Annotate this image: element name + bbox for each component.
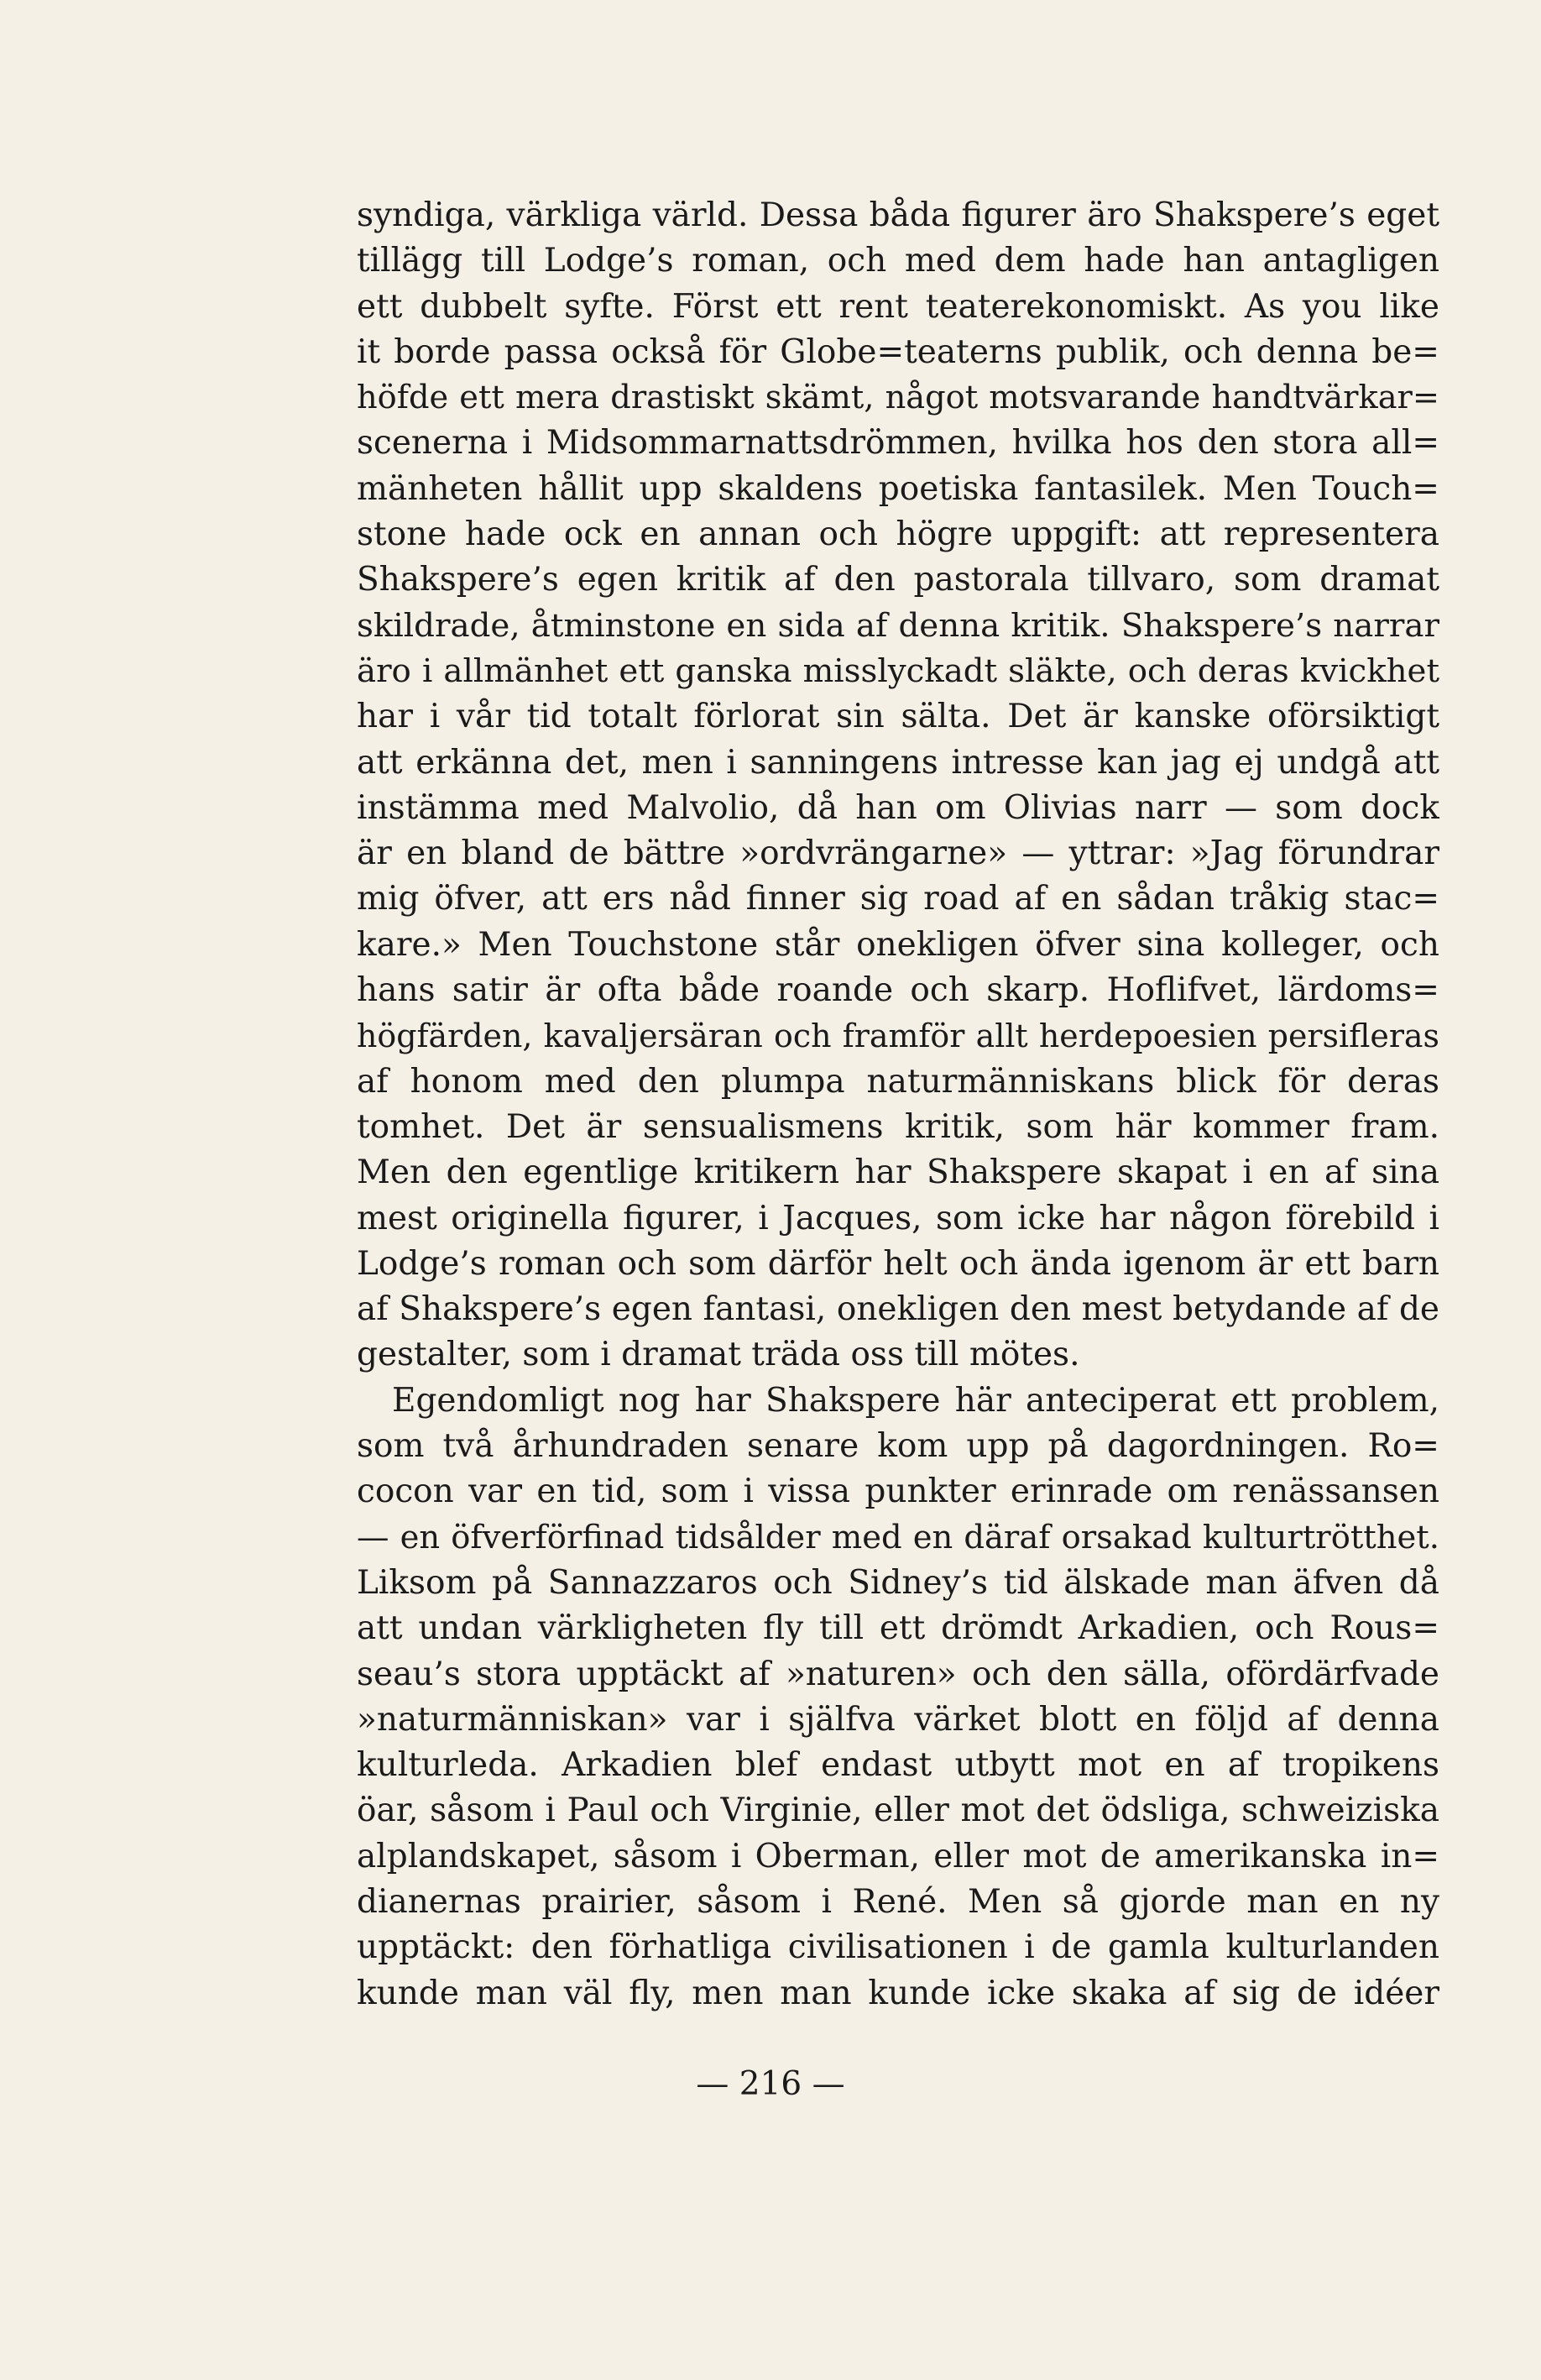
text-line: mänheten hållit upp skaldens poetiska fantasilek. Men Touch= (357, 469, 1439, 508)
paragraph-2 (357, 1378, 1439, 2016)
text-line: att undan värkligheten fly till ett drömdt Arkadien, och Rous= (357, 1609, 1439, 1648)
text-line: af honom med den plumpa naturmänniskans blick för deras (357, 1062, 1439, 1101)
text-line: har i vår tid totalt förlorat sin sälta. Det är kanske oförsiktigt (357, 698, 1439, 736)
text-line: scenerna i Midsommarnattsdrömmen, hvilka hos den stora all= (357, 424, 1439, 463)
body-text (357, 193, 1439, 2016)
text-line: seau’s stora upptäckt af »naturen» och den sälla, ofördärfvade (357, 1655, 1439, 1693)
text-line: instämma med Malvolio, då han om Olivias narr — som dock (357, 788, 1439, 827)
text-line: Egendomligt nog har Shakspere här anteciperat ett problem, (392, 1381, 1439, 1420)
page-number: — 216 — (696, 2065, 845, 2103)
text-line: mig öfver, att ers nåd finner sig road af en sådan tråkig stac= (357, 880, 1439, 918)
paragraph-1 (357, 193, 1439, 1378)
text-line: »naturmänniskan» var i själfva värket blott en följd af denna (357, 1700, 1439, 1739)
text-line: högfärden, kavaljersäran och framför allt herdepoesien persifleras (357, 1017, 1439, 1055)
text-line: att erkänna det, men i sanningens intresse kan jag ej undgå att (357, 743, 1439, 782)
text-line: it borde passa också för Globe=teaterns publik, och denna be= (357, 332, 1439, 371)
text-line: syndiga, värkliga värld. Dessa båda figurer äro Shakspere’s eget (357, 196, 1439, 234)
text-line: af Shakspere’s egen fantasi, onekligen den mest betydande af de (357, 1290, 1439, 1329)
text-line: mest originella figurer, i Jacques, som icke har någon förebild i (357, 1199, 1439, 1237)
text-line: skildrade, åtminstone en sida af denna kritik. Shakspere’s narrar (357, 606, 1439, 645)
text-line: dianernas prairier, såsom i René. Men så gjorde man en ny (357, 1882, 1439, 1921)
text-line: kulturleda. Arkadien blef endast utbytt mot en af tropikens (357, 1746, 1439, 1785)
text-line: ett dubbelt syfte. Först ett rent teaterekonomiskt. As you like (357, 287, 1439, 326)
text-line: Lodge’s roman och som därför helt och ända igenom är ett barn (357, 1244, 1439, 1283)
text-line: kunde man väl fly, men man kunde icke skaka af sig de idéer (357, 1974, 1439, 2012)
text-line: äro i allmänhet ett ganska misslyckadt släkte, och deras kvickhet (357, 651, 1439, 690)
text-line: som två århundraden senare kom upp på dagordningen. Ro= (357, 1427, 1439, 1466)
text-line: alplandskapet, såsom i Oberman, eller mot de amerikanska in= (357, 1837, 1439, 1875)
text-line: Liksom på Sannazzaros och Sidney’s tid älskade man äfven då (357, 1563, 1439, 1602)
text-line: höfde ett mera drastiskt skämt, något motsvarande handtvärkar= (357, 379, 1439, 417)
text-line: kare.» Men Touchstone står onekligen öfver sina kolleger, och (357, 925, 1439, 964)
text-line: Men den egentlige kritikern har Shakspere skapat i en af sina (357, 1153, 1439, 1192)
text-line: tomhet. Det är sensualismens kritik, som här kommer fram. (357, 1107, 1439, 1146)
text-line: öar, såsom i Paul och Virginie, eller mot det ödsliga, schweiziska (357, 1792, 1439, 1830)
text-line: gestalter, som i dramat träda oss till mötes. (357, 1336, 1080, 1374)
text-line: hans satir är ofta både roande och skarp. Hoflifvet, lärdoms= (357, 971, 1439, 1010)
text-line: Shakspere’s egen kritik af den pastorala tillvaro, som dramat (357, 561, 1439, 599)
text-line: upptäckt: den förhatliga civilisationen i de gamla kulturlanden (357, 1928, 1439, 1967)
text-line: cocon var en tid, som i vissa punkter erinrade om renässansen (357, 1472, 1439, 1511)
text-line: tillägg till Lodge’s roman, och med dem hade han antagligen (357, 242, 1439, 280)
text-line: — en öfverförfinad tidsålder med en däraf orsakad kulturtrötthet. (357, 1518, 1439, 1556)
text-line: stone hade ock en annan och högre uppgift: att representera (357, 515, 1439, 554)
text-line: är en bland de bättre »ordvrängarne» — yttrar: »Jag förundrar (357, 834, 1439, 873)
